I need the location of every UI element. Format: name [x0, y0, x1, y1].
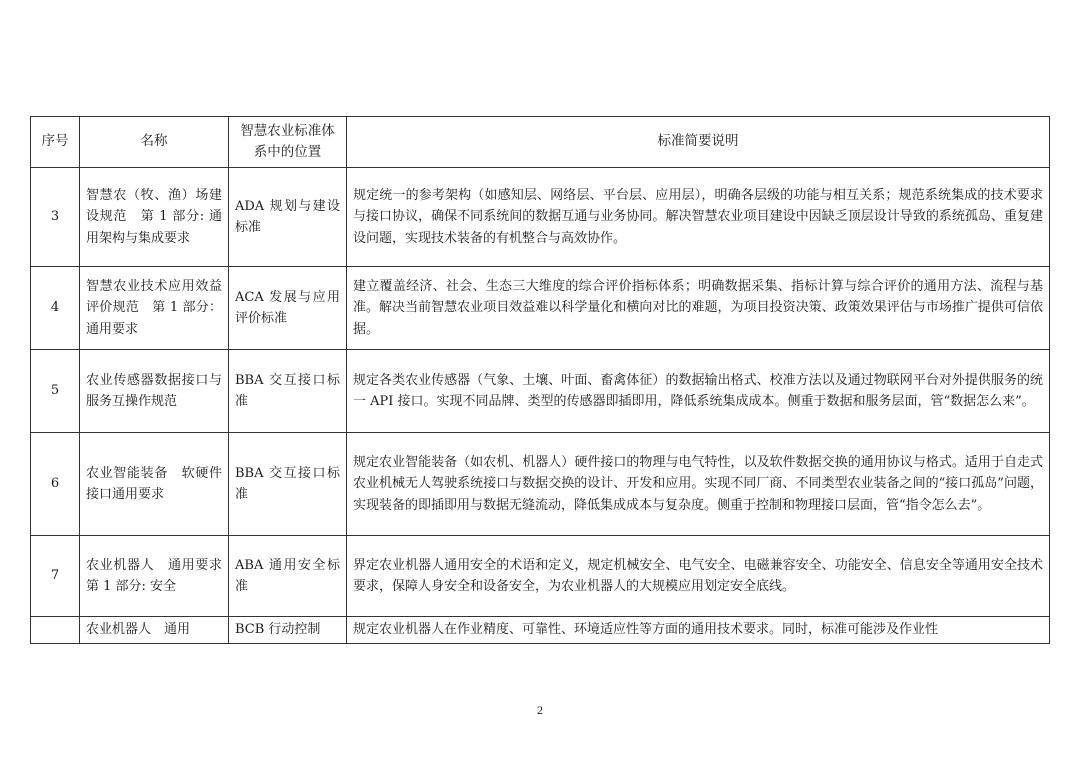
row-name: 智慧农（牧、渔）场建设规范 第 1 部分: 通用架构与集成要求 — [80, 168, 229, 267]
table-row — [31, 617, 1050, 644]
row-name: 农业传感器数据接口与服务互操作规范 — [80, 350, 229, 433]
row-name: 农业机器人 通用要求 第 1 部分: 安全 — [80, 536, 229, 617]
row-desc: 界定农业机器人通用安全的术语和定义，规定机械安全、电气安全、电磁兼容安全、功能安全、信息安全等通用安全技术要求，保障人身安全和设备安全，为农业机器人的大规模应用划定安全底线。 — [347, 536, 1050, 617]
row-seq: 6 — [31, 433, 80, 536]
row-seq: 7 — [31, 536, 80, 617]
table-row — [31, 267, 1050, 350]
row-name: 农业机器人 通用 — [80, 617, 229, 644]
header-seq: 序号 — [31, 117, 80, 168]
row-desc: 规定农业机器人在作业精度、可靠性、环境适应性等方面的通用技术要求。同时，标准可能涉及作业性 — [347, 617, 1050, 644]
row-seq: 3 — [31, 168, 80, 267]
row-seq: 5 — [31, 350, 80, 433]
row-seq — [31, 617, 80, 644]
standards-table — [30, 116, 1050, 644]
table-row — [31, 536, 1050, 617]
row-position: BBA 交互接口标准 — [229, 433, 347, 536]
row-desc: 规定农业智能装备（如农机、机器人）硬件接口的物理与电气特性，以及软件数据交换的通用协议与格式。适用于自走式农业机械无人驾驶系统接口与数据交换的设计、开发和应用。实现不同厂商、不同类型农业装备之间的“接口孤岛”问题，实现装备的即插即用与数据无缝流动，降低集成成本与复杂度。侧重于控制和物理接口层面，管“指令怎么去”。 — [347, 433, 1050, 536]
row-position: BBA 交互接口标准 — [229, 350, 347, 433]
row-desc: 建立覆盖经济、社会、生态三大维度的综合评价指标体系；明确数据采集、指标计算与综合评价的通用方法、流程与基准。解决当前智慧农业项目效益难以科学量化和横向对比的难题，为项目投资决策、政策效果评估与市场推广提供可信依据。 — [347, 267, 1050, 350]
header-desc: 标准简要说明 — [347, 117, 1050, 168]
row-desc: 规定统一的参考架构（如感知层、网络层、平台层、应用层），明确各层级的功能与相互关系；规范系统集成的技术要求与接口协议，确保不同系统间的数据互通与业务协同。解决智慧农业项目建设中因缺乏顶层设计导致的系统孤岛、重复建设问题，实现技术装备的有机整合与高效协作。 — [347, 168, 1050, 267]
table-header-row — [31, 117, 1050, 168]
row-seq: 4 — [31, 267, 80, 350]
row-position: BCB 行动控制 — [229, 617, 347, 644]
table-row — [31, 168, 1050, 267]
row-desc: 规定各类农业传感器（气象、土壤、叶面、畜禽体征）的数据输出格式、校准方法以及通过物联网平台对外提供服务的统一 API 接口。实现不同品牌、类型的传感器即插即用，降低系统集成成本。侧重于数据和服务层面，管“数据怎么来”。 — [347, 350, 1050, 433]
row-position: ACA 发展与应用评价标准 — [229, 267, 347, 350]
row-name: 智慧农业技术应用效益评价规范 第 1 部分：通用要求 — [80, 267, 229, 350]
table-row — [31, 350, 1050, 433]
page-number: 2 — [537, 703, 543, 717]
row-position: ABA 通用安全标准 — [229, 536, 347, 617]
row-name: 农业智能装备 软硬件接口通用要求 — [80, 433, 229, 536]
table-row — [31, 433, 1050, 536]
row-position: ADA 规划与建设标准 — [229, 168, 347, 267]
header-position: 智慧农业标准体系中的位置 — [229, 117, 347, 168]
header-name: 名称 — [80, 117, 229, 168]
